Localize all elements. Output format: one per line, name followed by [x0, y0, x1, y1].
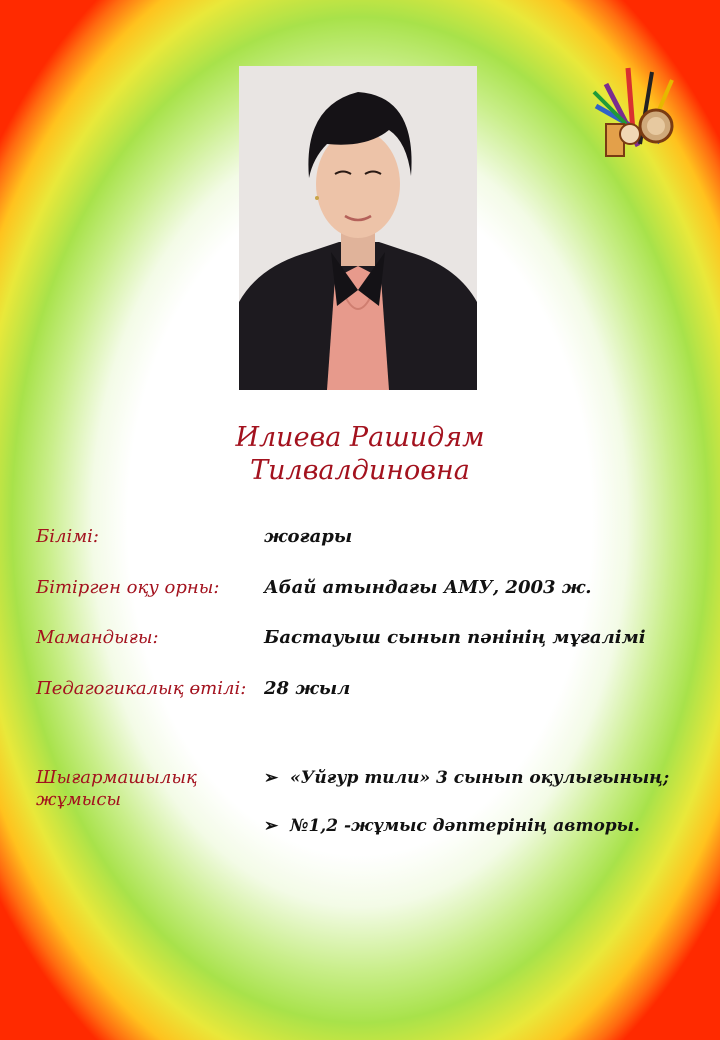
- person-name-line2: Тилвалдиновна: [250, 455, 470, 486]
- portrait-photo: [239, 66, 477, 390]
- graduated-from-value: Абай атындағы АМУ, 2003 ж.: [264, 577, 592, 598]
- education-value: жоғары: [264, 526, 353, 547]
- creative-work-item-text: №1,2 -жұмыс дәптерінің авторы.: [290, 816, 640, 836]
- creative-work-item: [264, 767, 669, 789]
- creative-work-label-line1: Шығармашылық: [36, 767, 197, 788]
- creative-work-label-line2: жұмысы: [36, 789, 122, 810]
- experience-label: Педагогикалық өтілі:: [36, 678, 247, 699]
- specialty-label: Мамандығы:: [36, 627, 159, 648]
- specialty-value: Бастауыш сынып пәнінің мұғалімі: [264, 627, 646, 648]
- creative-work-item-text: «Уйғур тили» 3 сынып оқулығының;: [290, 768, 670, 788]
- person-name-line1: Илиева Рашидям: [235, 422, 485, 453]
- arrow-bullet-icon: ➢: [264, 768, 279, 788]
- arrow-bullet-icon: ➢: [264, 816, 279, 836]
- art-supplies-logo: [586, 64, 690, 164]
- creative-work-item: [264, 815, 640, 837]
- experience-value: 28 жыл: [264, 678, 351, 699]
- graduated-from-label: Бітірген оқу орны:: [36, 577, 220, 598]
- education-label: Білімі:: [36, 526, 99, 547]
